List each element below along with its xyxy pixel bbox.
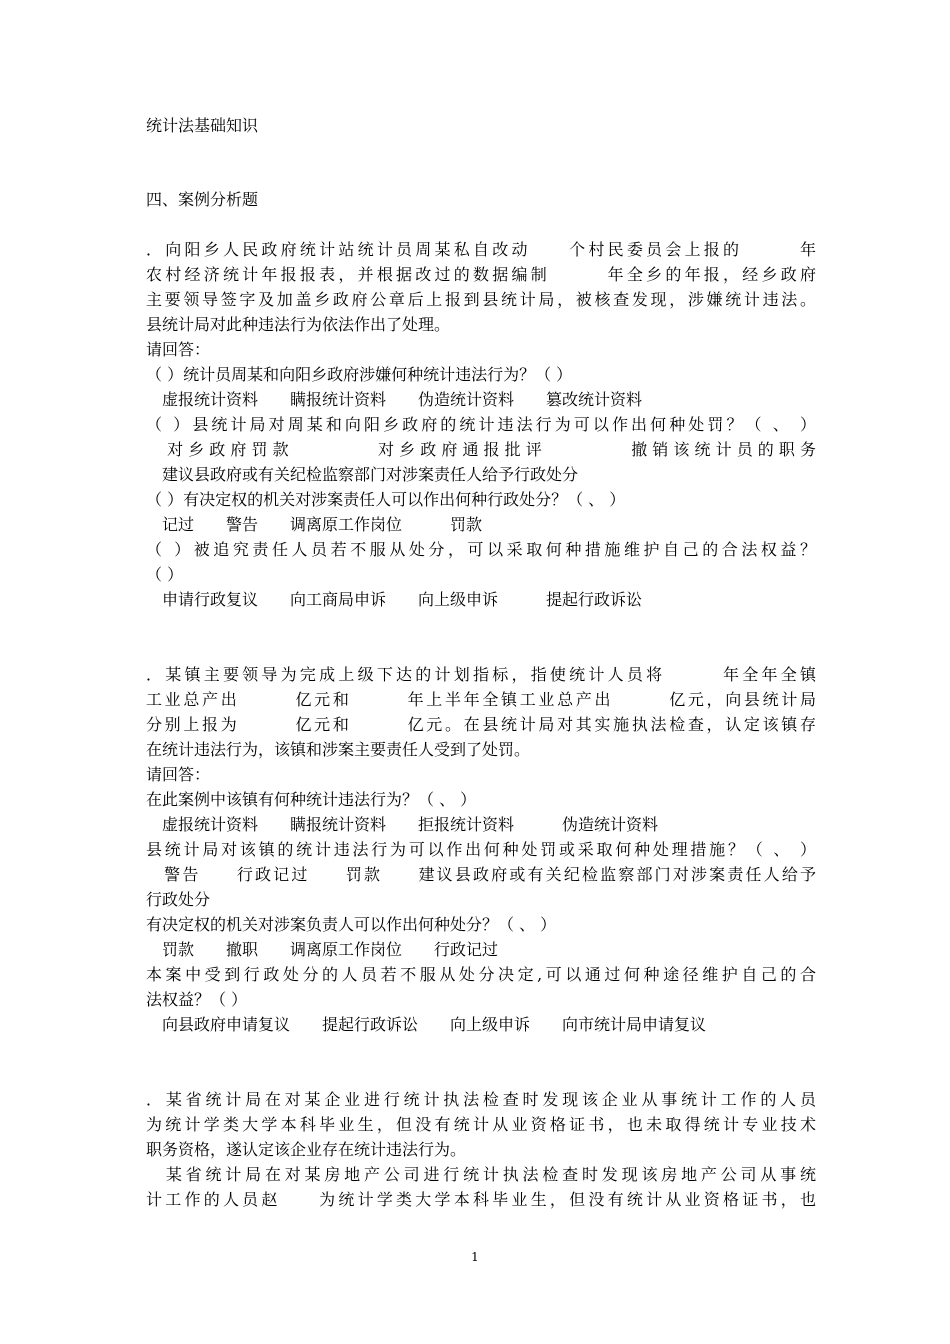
- case2-line: 分别上报为 亿元和 亿元。在县统计局对其实施执法检查，认定该镇存: [146, 715, 816, 734]
- case2-question: 县统计局对该镇的统计违法行为可以作出何种处罚或采取何种处理措施？（ 、 ）: [146, 840, 816, 859]
- case2-options: 行政处分: [146, 890, 211, 909]
- case1-question: （ ）: [146, 565, 184, 584]
- case1-prompt: 请回答：: [146, 340, 211, 359]
- case2-options: 向县政府申请复议 提起行政诉讼 向上级申诉 向市统计局申请复议: [146, 1015, 707, 1034]
- page-number: 1: [471, 1250, 479, 1264]
- case1-question: （ ）统计员周某和向阳乡政府涉嫌何种统计违法行为？（ ）: [146, 365, 573, 384]
- case1-line: 农村经济统计年报报表，并根据改过的数据编制 年全乡的年报，经乡政府: [146, 265, 816, 284]
- case1-options: 虚报统计资料 瞒报统计资料 伪造统计资料 篡改统计资料: [146, 390, 643, 409]
- case1-line: ．向阳乡人民政府统计站统计员周某私自改动 个村民委员会上报的 年: [146, 240, 816, 259]
- case2-options: 警告 行政记过 罚款 建议县政府或有关纪检监察部门对涉案责任人给予: [146, 865, 816, 884]
- case2-line: 在统计违法行为，该镇和涉案主要责任人受到了处罚。: [146, 740, 531, 759]
- case3-line: 为统计学类大学本科毕业生，但没有统计从业资格证书，也未取得统计专业技术: [146, 1115, 816, 1134]
- case2-question: 在此案例中该镇有何种统计违法行为？（ 、 ）: [146, 790, 477, 809]
- case1-options: 对乡政府罚款 对乡政府通报批评 撤销该统计员的职务: [146, 440, 816, 459]
- case1-line: 主要领导签字及加盖乡政府公章后上报到县统计局，被核查发现，涉嫌统计违法。: [146, 290, 816, 309]
- case1-options: 记过 警告 调离原工作岗位 罚款: [146, 515, 483, 534]
- case1-line: 县统计局对此种违法行为依法作出了处理。: [146, 315, 451, 334]
- document-title: 统计法基础知识: [146, 116, 259, 135]
- case2-line: ．某镇主要领导为完成上级下达的计划指标，指使统计人员将 年全年全镇: [146, 665, 816, 684]
- case1-question: （ ）被追究责任人员若不服从处分，可以采取何种措施维护自己的合法权益？: [146, 540, 816, 559]
- case1-question: （ ）有决定权的机关对涉案责任人可以作出何种行政处分？（ 、 ）: [146, 490, 626, 509]
- case2-question: 有决定权的机关对涉案负责人可以作出何种处分？（ 、 ）: [146, 915, 557, 934]
- section-title: 四、案例分析题: [146, 190, 259, 209]
- case2-question: 法权益？（ ）: [146, 990, 248, 1009]
- case2-line: 工业总产出 亿元和 年上半年全镇工业总产出 亿元，向县统计局: [146, 690, 816, 709]
- case2-question: 本案中受到行政处分的人员若不服从处分决定,可以通过何种途径维护自己的合: [146, 965, 816, 984]
- case2-options: 虚报统计资料 瞒报统计资料 拒报统计资料 伪造统计资料: [146, 815, 659, 834]
- case3-line: 某省统计局在对某房地产公司进行统计执法检查时发现该房地产公司从事统: [146, 1165, 816, 1184]
- case1-question: （ ）县统计局对周某和向阳乡政府的统计违法行为可以作出何种处罚？（ 、 ）: [146, 415, 816, 434]
- case3-line: 职务资格，遂认定该企业存在统计违法行为。: [146, 1140, 467, 1159]
- case1-options: 申请行政复议 向工商局申诉 向上级申诉 提起行政诉讼: [146, 590, 643, 609]
- case3-line: ．某省统计局在对某企业进行统计执法检查时发现该企业从事统计工作的人员: [146, 1090, 816, 1109]
- case2-options: 罚款 撤职 调离原工作岗位 行政记过: [146, 940, 499, 959]
- case3-line: 计工作的人员赵 为统计学类大学本科毕业生，但没有统计从业资格证书，也: [146, 1190, 816, 1209]
- case2-prompt: 请回答：: [146, 765, 211, 784]
- case1-options: 建议县政府或有关纪检监察部门对涉案责任人给予行政处分: [146, 465, 579, 484]
